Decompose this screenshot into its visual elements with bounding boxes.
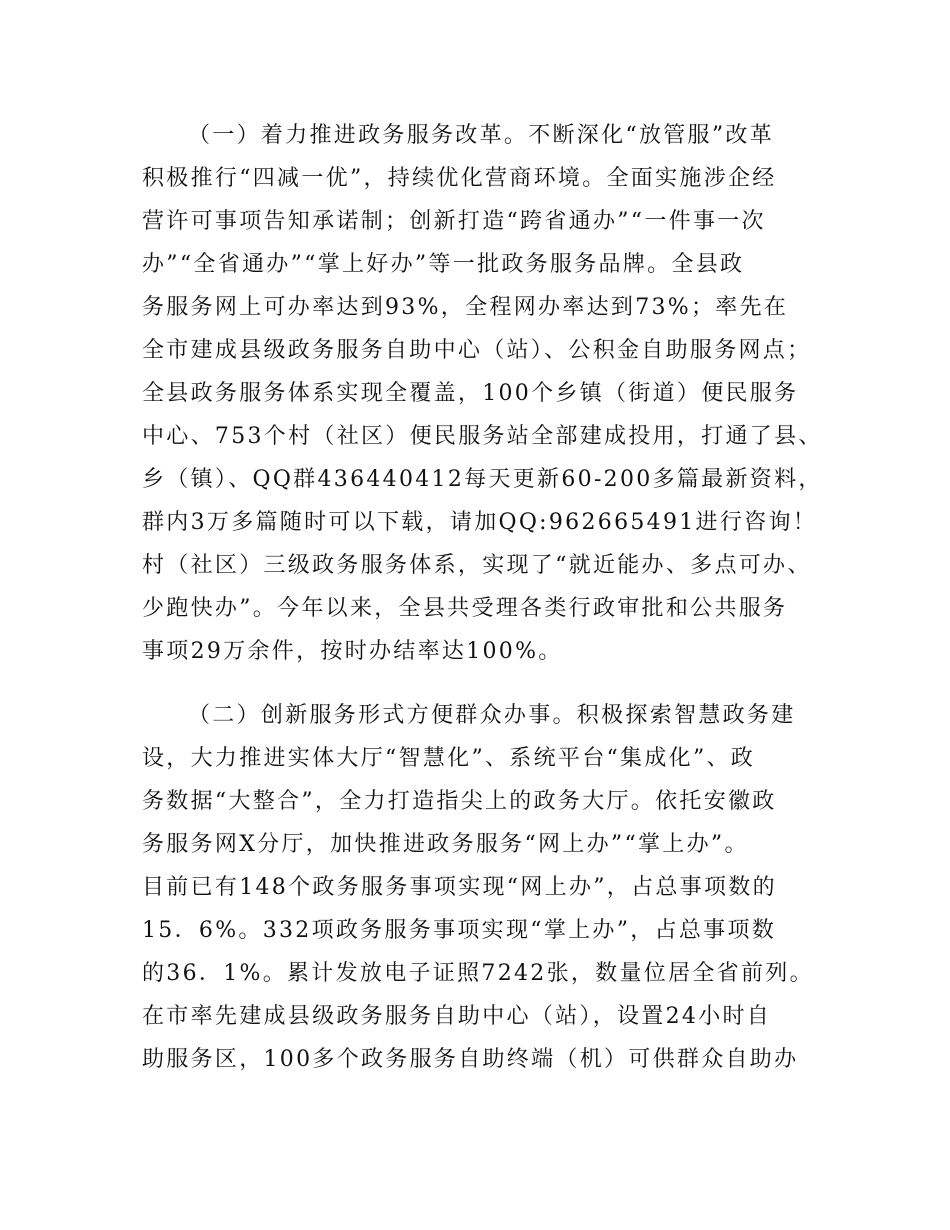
text-line: 中心、753个村（社区）便民服务站全部建成投用，打通了县、: [142, 424, 823, 449]
text-line: （一）着力推进政务服务改革。不断深化“放管服”改革: [188, 123, 774, 148]
text-line: 乡（镇）、QQ群436440412每天更新60-200多篇最新资料，: [142, 467, 823, 492]
text-line: 助服务区，100多个政务服务自助终端（机）可供群众自助办: [142, 1047, 799, 1072]
text-line: 设，大力推进实体大厅“智慧化”、系统平台“集成化”、政: [142, 746, 756, 771]
text-line: 务服务网X分厅，加快推进政务服务“网上办”“掌上办”。: [142, 832, 749, 857]
text-line: 少跑快办”。今年以来，全县共受理各类行政审批和公共服务: [142, 596, 788, 621]
text-line: 积极推行“四减一优”，持续优化营商环境。全面实施涉企经: [142, 166, 777, 191]
text-line: 务服务网上可办率达到93%，全程网办率达到73%；率先在: [142, 295, 789, 320]
text-line: 15．6%。332项政务服务事项实现“掌上办”，占总事项数: [142, 918, 777, 943]
text-line: 全县政务服务体系实现全覆盖，100个乡镇（街道）便民服务: [142, 381, 799, 406]
text-line: 办”“全省通办”“掌上好办”等一批政务服务品牌。全县政: [142, 252, 745, 277]
text-line: （二）创新服务形式方便群众办事。积极探索智慧政务建: [188, 703, 796, 728]
text-line: 群内3万多篇随时可以下载，请加QQ:962665491进行咨询！: [142, 510, 818, 535]
text-line: 村（社区）三级政务服务体系，实现了“就近能办、多点可办、: [142, 553, 812, 578]
text-line: 目前已有148个政务服务事项实现“网上办”，占总事项数的: [142, 875, 777, 900]
text-line: 全市建成县级政务服务自助中心（站）、公积金自助服务网点；: [142, 338, 812, 363]
text-line: 事项29万余件，按时办结率达100%。: [142, 639, 563, 664]
text-line: 营许可事项告知承诺制；创新打造“跨省通办”“一件事一次: [142, 209, 766, 234]
paragraph-service-innovation: [142, 694, 832, 1081]
text-line: 在市率先建成县级政务服务自助中心（站），设置24小时自: [142, 1004, 772, 1029]
text-line: 的36．1%。累计发放电子证照7242张，数量位居全省前列。: [142, 961, 814, 986]
text-line: 务数据“大整合”，全力打造指尖上的政务大厅。依托安徽政: [142, 789, 777, 814]
paragraph-reform: [142, 114, 832, 673]
